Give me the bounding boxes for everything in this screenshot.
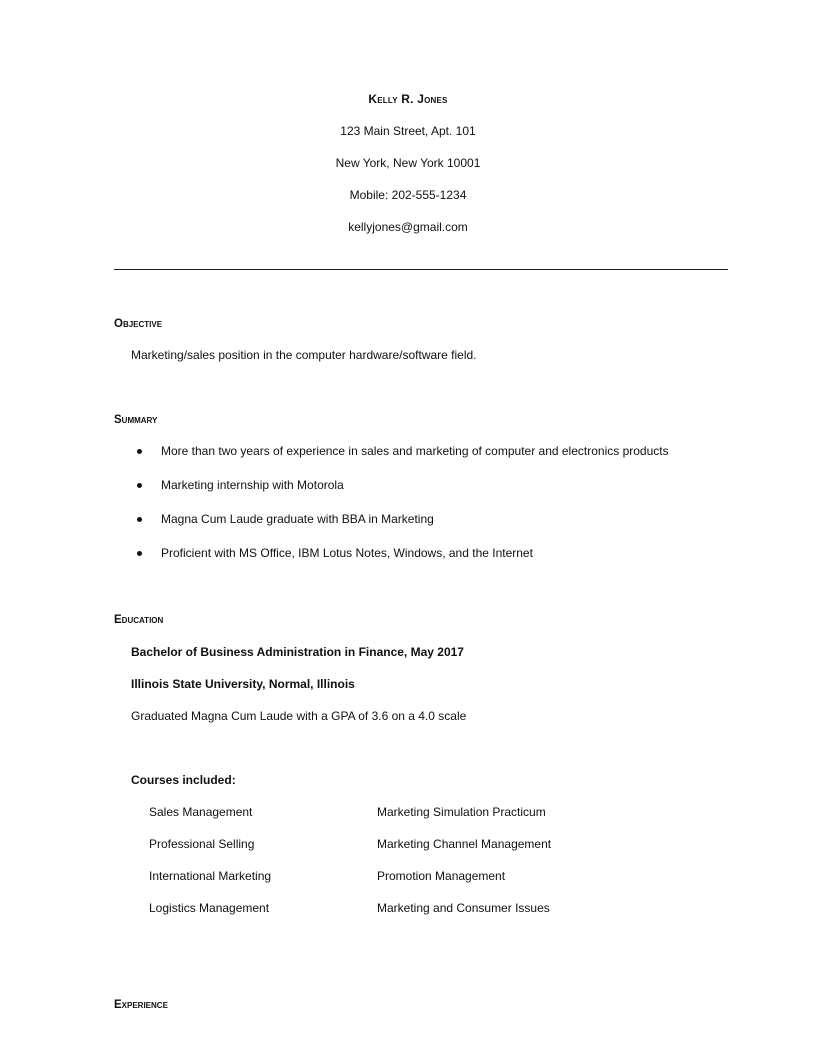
- gpa-text: Graduated Magna Cum Laude with a GPA of 3.6 on a 4.0 scale: [131, 709, 467, 723]
- email-address: kellyjones@gmail.com: [348, 220, 468, 234]
- bullet-icon: [137, 551, 142, 556]
- address-line-2: New York, New York 10001: [335, 156, 481, 170]
- resume-name: Kelly R. Jones: [368, 92, 448, 106]
- objective-text: Marketing/sales position in the computer hardware/software field.: [131, 348, 477, 362]
- summary-item-text: More than two years of experience in sales and marketing of computer and electronics products: [161, 444, 669, 458]
- courses-label: Courses included:: [131, 773, 236, 787]
- school: Illinois State University, Normal, Illinois: [131, 677, 355, 691]
- objective-heading: Objective: [114, 318, 163, 330]
- course-item: Professional Selling: [149, 837, 255, 851]
- course-item: International Marketing: [149, 869, 272, 883]
- summary-item-text: Marketing internship with Motorola: [161, 478, 344, 492]
- header-divider: [114, 269, 728, 270]
- course-item: Marketing Channel Management: [377, 837, 552, 851]
- experience-heading: Experience: [114, 999, 168, 1011]
- bullet-icon: [137, 449, 142, 454]
- education-heading: Education: [114, 614, 164, 626]
- summary-heading: Summary: [114, 414, 158, 426]
- bullet-icon: [137, 483, 142, 488]
- course-item: Marketing and Consumer Issues: [377, 901, 550, 915]
- summary-item-text: Magna Cum Laude graduate with BBA in Marketing: [161, 512, 434, 526]
- address-line-1: 123 Main Street, Apt. 101: [340, 124, 476, 138]
- summary-item-text: Proficient with MS Office, IBM Lotus Notes, Windows, and the Internet: [161, 546, 533, 560]
- mobile-number: Mobile: 202-555-1234: [349, 188, 467, 202]
- degree: Bachelor of Business Administration in Finance, May 2017: [131, 645, 464, 659]
- bullet-icon: [137, 517, 142, 522]
- course-item: Logistics Management: [149, 901, 270, 915]
- course-item: Marketing Simulation Practicum: [377, 805, 546, 819]
- course-item: Promotion Management: [377, 869, 506, 883]
- course-item: Sales Management: [149, 805, 253, 819]
